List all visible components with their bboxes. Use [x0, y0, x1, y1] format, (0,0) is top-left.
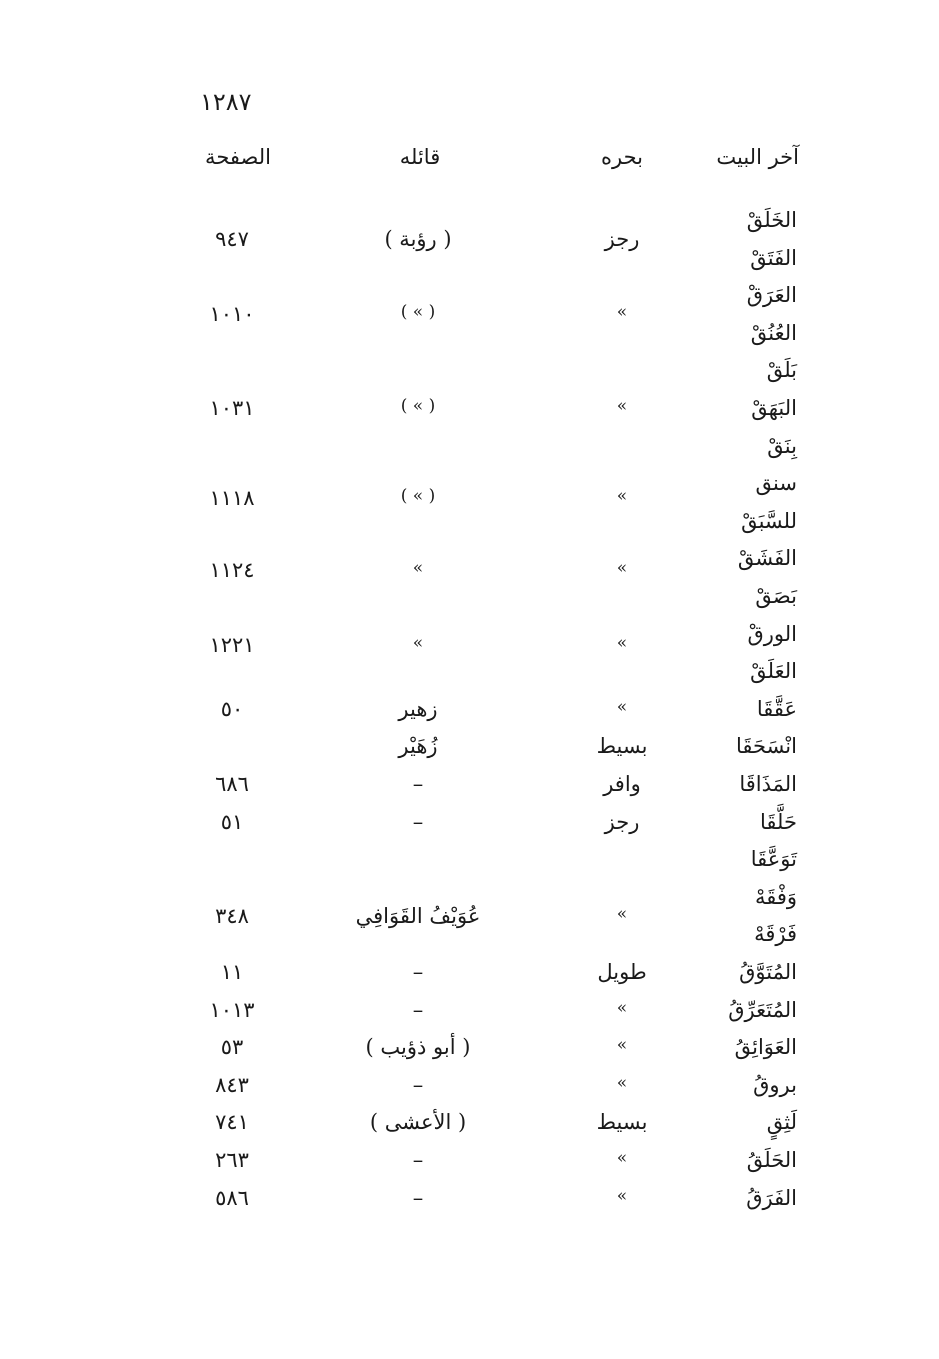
page-ref-cell: ٦٨٦ — [215, 772, 249, 796]
verse-ending: وَفْقَهْ — [754, 884, 797, 909]
poet-cell: – — [412, 960, 424, 984]
poet-cell: ( » ) — [400, 486, 436, 507]
verse-ending: لَثِقٍ — [766, 1110, 797, 1135]
meter-cell: » — [616, 632, 628, 653]
verse-ending: للسَّبَقْ — [741, 508, 797, 533]
poet-cell: » — [412, 557, 424, 578]
verse-ending: الفَرَقُ — [746, 1185, 797, 1210]
poet-cell: زهير — [398, 696, 438, 721]
poet-cell: – — [412, 1072, 424, 1097]
meter-cell: طويل — [597, 960, 647, 984]
header-poet: قائله — [399, 145, 441, 169]
verse-ending: بَصَقْ — [755, 584, 797, 608]
meter-cell: بسيط — [596, 1110, 648, 1135]
meter-cell: رجز — [604, 809, 640, 834]
header-meter: بحره — [601, 145, 643, 169]
header-page: الصفحة — [205, 145, 271, 169]
page-ref-cell: ٣٤٨ — [215, 903, 249, 928]
verse-ending: فَرْقَهْ — [754, 922, 797, 947]
verse-ending: الورقْ — [747, 621, 797, 646]
meter-cell: » — [616, 486, 628, 507]
meter-cell: » — [616, 997, 628, 1018]
page-ref-cell: ٩٤٧ — [215, 226, 249, 251]
poet-cell: زُهَيْر — [398, 734, 438, 759]
verse-ending: الفَتَقْ — [750, 245, 797, 270]
page-ref-cell: ٧٤١ — [215, 1110, 249, 1135]
page-ref-cell: ٥٠ — [220, 696, 244, 721]
verse-ending: العَوَائِقُ — [734, 1035, 797, 1060]
verse-ending: بروقُ — [753, 1072, 797, 1097]
meter-cell: رجز — [604, 226, 640, 251]
poet-cell: ( الأعشى ) — [369, 1110, 467, 1135]
verse-ending: الحَلَقُ — [746, 1148, 797, 1172]
poet-cell: – — [412, 997, 424, 1022]
meter-cell: » — [616, 396, 628, 416]
poet-cell: – — [412, 1185, 424, 1210]
verse-ending: العَلَقْ — [750, 659, 797, 684]
poet-cell: » — [412, 632, 424, 653]
page-ref-cell: ٨٤٣ — [215, 1072, 249, 1097]
meter-cell: » — [616, 903, 628, 924]
poet-cell: ( » ) — [400, 396, 436, 416]
meter-cell: » — [616, 557, 628, 578]
poet-cell: – — [412, 772, 424, 796]
page-ref-cell: ٥١ — [220, 809, 244, 834]
verse-ending: البَهَقْ — [751, 396, 797, 420]
meter-cell: » — [616, 1148, 628, 1168]
verse-ending: تَوَعَّقَا — [750, 847, 797, 872]
poet-cell: – — [412, 809, 424, 834]
meter-cell: » — [616, 302, 628, 322]
page-ref-cell: ٥٨٦ — [215, 1185, 249, 1210]
verse-ending: المُتَوَّقُ — [739, 960, 797, 984]
page-number: ١٢٨٧ — [200, 88, 252, 116]
page-ref-cell: ٥٣ — [220, 1035, 244, 1060]
verse-ending: المُتَعَرِّقُ — [728, 997, 797, 1022]
verse-ending: انْسَحَقَا — [736, 734, 797, 759]
verse-ending: سنق — [755, 471, 797, 496]
page-ref-cell: ٢٦٣ — [215, 1148, 249, 1172]
meter-cell: » — [616, 1035, 628, 1056]
poet-cell: – — [412, 1148, 424, 1172]
poet-cell: ( أبو ذؤيب ) — [365, 1035, 471, 1060]
page-ref-cell: ١٢٢١ — [209, 632, 255, 657]
page-ref-cell: ١٠١٣ — [209, 997, 255, 1022]
verse-ending: المَذَاقَا — [739, 772, 797, 796]
page-ref-cell: ١١٢٤ — [209, 557, 255, 582]
verse-ending: العُنُقْ — [750, 320, 797, 345]
page-ref-cell: ١٠٣١ — [209, 396, 255, 420]
verse-ending: الفَشَقْ — [737, 546, 797, 571]
page-ref-cell: ١٠١٠ — [209, 302, 255, 326]
poet-cell: ( رؤبة ) — [384, 226, 452, 251]
meter-cell: وافر — [603, 772, 641, 796]
poet-cell: عُوَيْفُ القَوَافِي — [355, 903, 481, 928]
verse-ending: الخَلَقْ — [746, 208, 797, 232]
verse-ending: بِنَقْ — [767, 433, 797, 458]
meter-cell: » — [616, 1185, 628, 1206]
header-word: آخر البيت — [716, 145, 799, 169]
meter-cell: » — [616, 696, 628, 717]
verse-ending: بَلَقْ — [766, 358, 797, 383]
meter-cell: بسيط — [596, 734, 648, 759]
verse-ending: حَلَّقَا — [760, 809, 797, 834]
meter-cell: » — [616, 1072, 628, 1093]
page-ref-cell: ١١ — [220, 960, 244, 984]
page-ref-cell: ١١١٨ — [209, 486, 255, 511]
verse-ending: عَقَّقَا — [756, 696, 797, 721]
poet-cell: ( » ) — [400, 302, 436, 322]
verse-ending: العَرَقْ — [746, 283, 797, 308]
